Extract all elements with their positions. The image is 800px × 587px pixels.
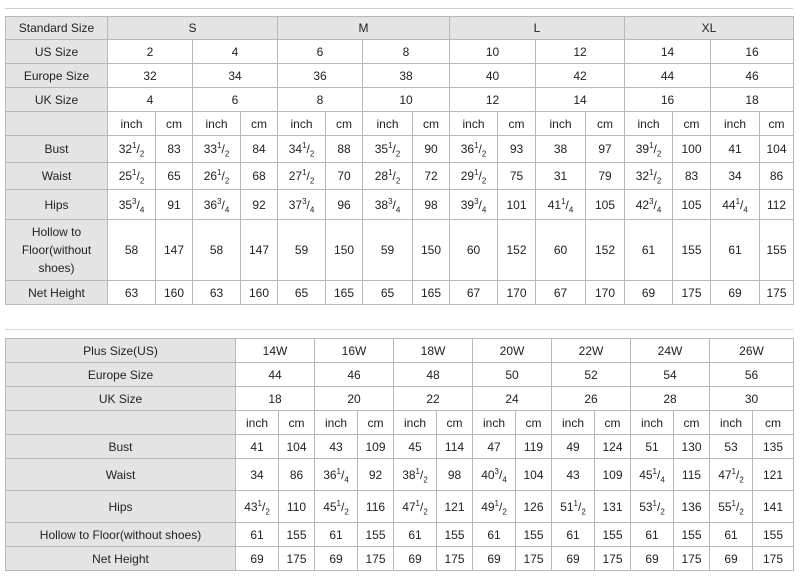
us-size-cell: 14 (625, 40, 711, 64)
unit-inch: inch (363, 112, 413, 136)
unit-inch: inch (711, 112, 760, 136)
measure-cm-cell: 175 (595, 547, 631, 571)
measure-inch-cell: 63 (108, 281, 156, 305)
measure-cm-cell: 175 (358, 547, 394, 571)
measure-cm-cell: 101 (498, 190, 536, 220)
unit-inch: inch (710, 411, 753, 435)
measure-cm-cell: 88 (326, 136, 363, 163)
measure-cm-cell: 109 (358, 435, 394, 459)
measure-inch-cell: 69 (394, 547, 437, 571)
measure-cm-cell: 175 (674, 547, 710, 571)
uk-size-cell: 16 (625, 88, 711, 112)
uk-size-cell: 10 (363, 88, 450, 112)
measure-inch-cell: $27^1/_2$ (278, 163, 326, 190)
uk-size-label: UK Size (6, 88, 108, 112)
measure-inch-cell: 65 (278, 281, 326, 305)
measure-cm-cell: 155 (595, 523, 631, 547)
measure-cm-cell: 135 (753, 435, 794, 459)
unit-cm: cm (413, 112, 450, 136)
measure-cm-cell: 121 (437, 491, 473, 523)
measure-cm-cell: 155 (279, 523, 315, 547)
measure-inch-cell: 61 (394, 523, 437, 547)
measure-inch-cell: $29^1/_2$ (450, 163, 498, 190)
uk-size-cell: 4 (108, 88, 193, 112)
unit-inch: inch (536, 112, 586, 136)
measure-cm-cell: 105 (586, 190, 625, 220)
measure-inch-cell: 69 (552, 547, 595, 571)
measure-cm-cell: 175 (279, 547, 315, 571)
measure-label: Hollow to Floor(without shoes) (6, 523, 236, 547)
measure-cm-cell: 104 (516, 459, 552, 491)
measure-label: Waist (6, 163, 108, 190)
measure-cm-cell: 124 (595, 435, 631, 459)
measure-inch-cell: 61 (625, 220, 673, 281)
unit-cm: cm (279, 411, 315, 435)
measure-cm-cell: 175 (437, 547, 473, 571)
measure-label: Net Height (6, 281, 108, 305)
measure-inch-cell: $45^1/_4$ (631, 459, 674, 491)
unit-cm: cm (753, 411, 794, 435)
measure-cm-cell: 165 (413, 281, 450, 305)
measure-inch-cell: 58 (193, 220, 241, 281)
measure-inch-cell: $45^1/_2$ (315, 491, 358, 523)
unit-cm: cm (437, 411, 473, 435)
measure-inch-cell: 61 (315, 523, 358, 547)
measure-inch-cell: 43 (315, 435, 358, 459)
unit-inch: inch (625, 112, 673, 136)
unit-cm: cm (760, 112, 794, 136)
measure-cm-cell: 83 (156, 136, 193, 163)
measure-cm-cell: 175 (516, 547, 552, 571)
measure-inch-cell: $37^3/_4$ (278, 190, 326, 220)
plus-europe-size-cell: 46 (315, 363, 394, 387)
measure-inch-cell: 69 (236, 547, 279, 571)
measure-inch-cell: $32^1/_2$ (108, 136, 156, 163)
measure-cm-cell: 155 (516, 523, 552, 547)
unit-inch: inch (236, 411, 279, 435)
standard-size-header: Standard Size (6, 17, 108, 40)
measure-cm-cell: 150 (326, 220, 363, 281)
measure-inch-cell: $33^1/_2$ (193, 136, 241, 163)
plus-europe-size-row (6, 363, 794, 387)
measure-cm-cell: 119 (516, 435, 552, 459)
measure-cm-cell: 112 (760, 190, 794, 220)
europe-size-cell: 32 (108, 64, 193, 88)
measure-cm-cell: 98 (437, 459, 473, 491)
measure-cm-cell: 152 (498, 220, 536, 281)
size-group-m: M (278, 17, 450, 40)
measure-cm-cell: 100 (673, 136, 711, 163)
plus-unit-row (6, 411, 794, 435)
plus-size-chart (5, 338, 794, 571)
plus-uk-size-label: UK Size (6, 387, 236, 411)
measure-inch-cell: $28^1/_2$ (363, 163, 413, 190)
plus-uk-size-cell: 18 (236, 387, 315, 411)
europe-size-cell: 34 (193, 64, 278, 88)
measure-inch-cell: 34 (711, 163, 760, 190)
measure-cm-cell: 72 (413, 163, 450, 190)
measure-cm-cell: 126 (516, 491, 552, 523)
plus-uk-size-cell: 26 (552, 387, 631, 411)
measure-label: Net Height (6, 547, 236, 571)
measure-inch-cell: 31 (536, 163, 586, 190)
uk-size-cell: 18 (711, 88, 794, 112)
measure-cm-cell: 175 (753, 547, 794, 571)
measure-inch-cell: 34 (236, 459, 279, 491)
measure-inch-cell: $39^1/_2$ (625, 136, 673, 163)
unit-inch: inch (450, 112, 498, 136)
standard-header-row (6, 17, 794, 40)
plus-size-cell: 14W (236, 339, 315, 363)
europe-size-cell: 36 (278, 64, 363, 88)
plus-size-cell: 24W (631, 339, 710, 363)
plus-size-cell: 20W (473, 339, 552, 363)
us-size-cell: 10 (450, 40, 536, 64)
measure-cm-cell: 130 (674, 435, 710, 459)
measure-inch-cell: 58 (108, 220, 156, 281)
measure-cm-cell: 121 (753, 459, 794, 491)
measure-cm-cell: 155 (437, 523, 473, 547)
measure-inch-cell: 69 (473, 547, 516, 571)
uk-size-cell: 12 (450, 88, 536, 112)
europe-size-label: Europe Size (6, 64, 108, 88)
measure-inch-cell: $42^3/_4$ (625, 190, 673, 220)
size-group-l: L (450, 17, 625, 40)
us-size-cell: 8 (363, 40, 450, 64)
measure-inch-cell: 38 (536, 136, 586, 163)
unit-inch: inch (631, 411, 674, 435)
unit-cm: cm (326, 112, 363, 136)
measure-inch-cell: $26^1/_2$ (193, 163, 241, 190)
measure-inch-cell: 69 (711, 281, 760, 305)
measure-inch-cell: 69 (631, 547, 674, 571)
measure-cm-cell: 160 (156, 281, 193, 305)
europe-size-cell: 38 (363, 64, 450, 88)
measure-inch-cell: $35^3/_4$ (108, 190, 156, 220)
measure-inch-cell: $51^1/_2$ (552, 491, 595, 523)
plus-uk-size-cell: 30 (710, 387, 794, 411)
measure-cm-cell: 90 (413, 136, 450, 163)
measure-cm-cell: 105 (673, 190, 711, 220)
measure-cm-cell: 160 (241, 281, 278, 305)
measure-inch-cell: $34^1/_2$ (278, 136, 326, 163)
unit-inch: inch (394, 411, 437, 435)
plus-europe-size-cell: 48 (394, 363, 473, 387)
measure-cm-cell: 86 (279, 459, 315, 491)
measure-inch-cell: 61 (710, 523, 753, 547)
unit-inch: inch (473, 411, 516, 435)
unit-cm: cm (498, 112, 536, 136)
measure-cm-cell: 165 (326, 281, 363, 305)
unit-inch: inch (193, 112, 241, 136)
measure-inch-cell: $38^1/_2$ (394, 459, 437, 491)
measure-cm-cell: 92 (358, 459, 394, 491)
section-divider (5, 329, 793, 330)
plus-size-cell: 22W (552, 339, 631, 363)
plus-measure-row (6, 459, 794, 491)
uk-size-cell: 6 (193, 88, 278, 112)
measure-inch-cell: $36^3/_4$ (193, 190, 241, 220)
measure-inch-cell: 67 (536, 281, 586, 305)
measure-cm-cell: 170 (498, 281, 536, 305)
measure-inch-cell: $32^1/_2$ (625, 163, 673, 190)
plus-size-cell: 26W (710, 339, 794, 363)
measure-inch-cell: 69 (625, 281, 673, 305)
plus-europe-size-cell: 44 (236, 363, 315, 387)
size-group-xl: XL (625, 17, 794, 40)
standard-measure-row (6, 163, 794, 190)
us-size-cell: 16 (711, 40, 794, 64)
measure-inch-cell: $47^1/_2$ (394, 491, 437, 523)
measure-cm-cell: 147 (156, 220, 193, 281)
measure-cm-cell: 150 (413, 220, 450, 281)
us-size-cell: 4 (193, 40, 278, 64)
measure-inch-cell: 59 (278, 220, 326, 281)
measure-cm-cell: 170 (586, 281, 625, 305)
measure-cm-cell: 93 (498, 136, 536, 163)
measure-cm-cell: 79 (586, 163, 625, 190)
measure-label: Bust (6, 435, 236, 459)
measure-inch-cell: 61 (631, 523, 674, 547)
unit-inch: inch (278, 112, 326, 136)
unit-row-label (6, 112, 108, 136)
measure-inch-cell: 41 (711, 136, 760, 163)
plus-measurements (6, 435, 794, 571)
plus-size-header: Plus Size(US) (6, 339, 236, 363)
top-divider (5, 8, 793, 9)
measure-inch-cell: 69 (710, 547, 753, 571)
plus-measure-row (6, 491, 794, 523)
plus-uk-size-cell: 22 (394, 387, 473, 411)
unit-cm: cm (241, 112, 278, 136)
measure-cm-cell: 104 (279, 435, 315, 459)
standard-measurements (6, 136, 794, 305)
plus-size-header-row (6, 339, 794, 363)
plus-unit-row-label (6, 411, 236, 435)
plus-uk-size-row (6, 387, 794, 411)
measure-cm-cell: 110 (279, 491, 315, 523)
measure-cm-cell: 104 (760, 136, 794, 163)
standard-measure-row (6, 281, 794, 305)
measure-inch-cell: $35^1/_2$ (363, 136, 413, 163)
measure-cm-cell: 86 (760, 163, 794, 190)
unit-inch: inch (108, 112, 156, 136)
measure-cm-cell: 91 (156, 190, 193, 220)
measure-inch-cell: 51 (631, 435, 674, 459)
unit-inch: inch (315, 411, 358, 435)
measure-cm-cell: 84 (241, 136, 278, 163)
measure-inch-cell: 61 (711, 220, 760, 281)
plus-europe-size-cell: 50 (473, 363, 552, 387)
measure-inch-cell: 60 (536, 220, 586, 281)
plus-uk-size-cell: 20 (315, 387, 394, 411)
measure-inch-cell: $40^3/_4$ (473, 459, 516, 491)
measure-inch-cell: 49 (552, 435, 595, 459)
measure-label: Hips (6, 190, 108, 220)
measure-label: Waist (6, 459, 236, 491)
europe-size-cell: 40 (450, 64, 536, 88)
us-size-row (6, 40, 794, 64)
measure-cm-cell: 155 (760, 220, 794, 281)
uk-size-cell: 14 (536, 88, 625, 112)
measure-cm-cell: 155 (674, 523, 710, 547)
us-size-cell: 6 (278, 40, 363, 64)
measure-cm-cell: 83 (673, 163, 711, 190)
measure-inch-cell: 61 (236, 523, 279, 547)
measure-cm-cell: 98 (413, 190, 450, 220)
measure-cm-cell: 155 (673, 220, 711, 281)
measure-inch-cell: $55^1/_2$ (710, 491, 753, 523)
measure-cm-cell: 175 (760, 281, 794, 305)
measure-cm-cell: 116 (358, 491, 394, 523)
measure-inch-cell: $53^1/_2$ (631, 491, 674, 523)
standard-measure-row (6, 136, 794, 163)
measure-cm-cell: 109 (595, 459, 631, 491)
measure-inch-cell: 61 (552, 523, 595, 547)
europe-size-cell: 44 (625, 64, 711, 88)
measure-inch-cell: 67 (450, 281, 498, 305)
uk-size-row (6, 88, 794, 112)
europe-size-cell: 42 (536, 64, 625, 88)
europe-size-row (6, 64, 794, 88)
uk-size-cell: 8 (278, 88, 363, 112)
measure-cm-cell: 70 (326, 163, 363, 190)
measure-inch-cell: $49^1/_2$ (473, 491, 516, 523)
measure-cm-cell: 147 (241, 220, 278, 281)
measure-inch-cell: $36^1/_4$ (315, 459, 358, 491)
unit-cm: cm (586, 112, 625, 136)
measure-cm-cell: 141 (753, 491, 794, 523)
measure-cm-cell: 152 (586, 220, 625, 281)
unit-cm: cm (674, 411, 710, 435)
plus-uk-size-cell: 24 (473, 387, 552, 411)
measure-inch-cell: 63 (193, 281, 241, 305)
unit-cm: cm (595, 411, 631, 435)
measure-cm-cell: 131 (595, 491, 631, 523)
unit-row (6, 112, 794, 136)
measure-inch-cell: 65 (363, 281, 413, 305)
measure-inch-cell: $38^3/_4$ (363, 190, 413, 220)
plus-measure-row (6, 547, 794, 571)
measure-inch-cell: 60 (450, 220, 498, 281)
measure-inch-cell: $41^1/_4$ (536, 190, 586, 220)
measure-inch-cell: $43^1/_2$ (236, 491, 279, 523)
measure-label: Hips (6, 491, 236, 523)
measure-inch-cell: $47^1/_2$ (710, 459, 753, 491)
measure-inch-cell: $44^1/_4$ (711, 190, 760, 220)
measure-cm-cell: 92 (241, 190, 278, 220)
standard-measure-row (6, 220, 794, 281)
measure-inch-cell: 59 (363, 220, 413, 281)
measure-inch-cell: $36^1/_2$ (450, 136, 498, 163)
measure-cm-cell: 114 (437, 435, 473, 459)
measure-cm-cell: 115 (674, 459, 710, 491)
plus-measure-row (6, 523, 794, 547)
measure-label: Hollow to Floor(without shoes) (6, 220, 108, 281)
plus-measure-row (6, 435, 794, 459)
measure-inch-cell: $25^1/_2$ (108, 163, 156, 190)
unit-inch: inch (552, 411, 595, 435)
unit-cm: cm (156, 112, 193, 136)
measure-cm-cell: 65 (156, 163, 193, 190)
measure-cm-cell: 96 (326, 190, 363, 220)
measure-inch-cell: 45 (394, 435, 437, 459)
measure-inch-cell: 47 (473, 435, 516, 459)
measure-cm-cell: 68 (241, 163, 278, 190)
us-size-cell: 2 (108, 40, 193, 64)
unit-cm: cm (358, 411, 394, 435)
plus-uk-size-cell: 28 (631, 387, 710, 411)
measure-cm-cell: 75 (498, 163, 536, 190)
standard-size-chart (5, 16, 794, 305)
us-size-cell: 12 (536, 40, 625, 64)
unit-cm: cm (673, 112, 711, 136)
standard-measure-row (6, 190, 794, 220)
measure-inch-cell: 69 (315, 547, 358, 571)
measure-cm-cell: 155 (753, 523, 794, 547)
plus-europe-size-label: Europe Size (6, 363, 236, 387)
plus-europe-size-cell: 54 (631, 363, 710, 387)
plus-europe-size-cell: 52 (552, 363, 631, 387)
measure-inch-cell: 53 (710, 435, 753, 459)
us-size-label: US Size (6, 40, 108, 64)
measure-inch-cell: 61 (473, 523, 516, 547)
europe-size-cell: 46 (711, 64, 794, 88)
plus-size-cell: 16W (315, 339, 394, 363)
size-group-s: S (108, 17, 278, 40)
measure-cm-cell: 175 (673, 281, 711, 305)
measure-label: Bust (6, 136, 108, 163)
measure-cm-cell: 97 (586, 136, 625, 163)
plus-size-cell: 18W (394, 339, 473, 363)
measure-cm-cell: 136 (674, 491, 710, 523)
measure-inch-cell: 41 (236, 435, 279, 459)
unit-cm: cm (516, 411, 552, 435)
measure-cm-cell: 155 (358, 523, 394, 547)
measure-inch-cell: 43 (552, 459, 595, 491)
measure-inch-cell: $39^3/_4$ (450, 190, 498, 220)
plus-europe-size-cell: 56 (710, 363, 794, 387)
